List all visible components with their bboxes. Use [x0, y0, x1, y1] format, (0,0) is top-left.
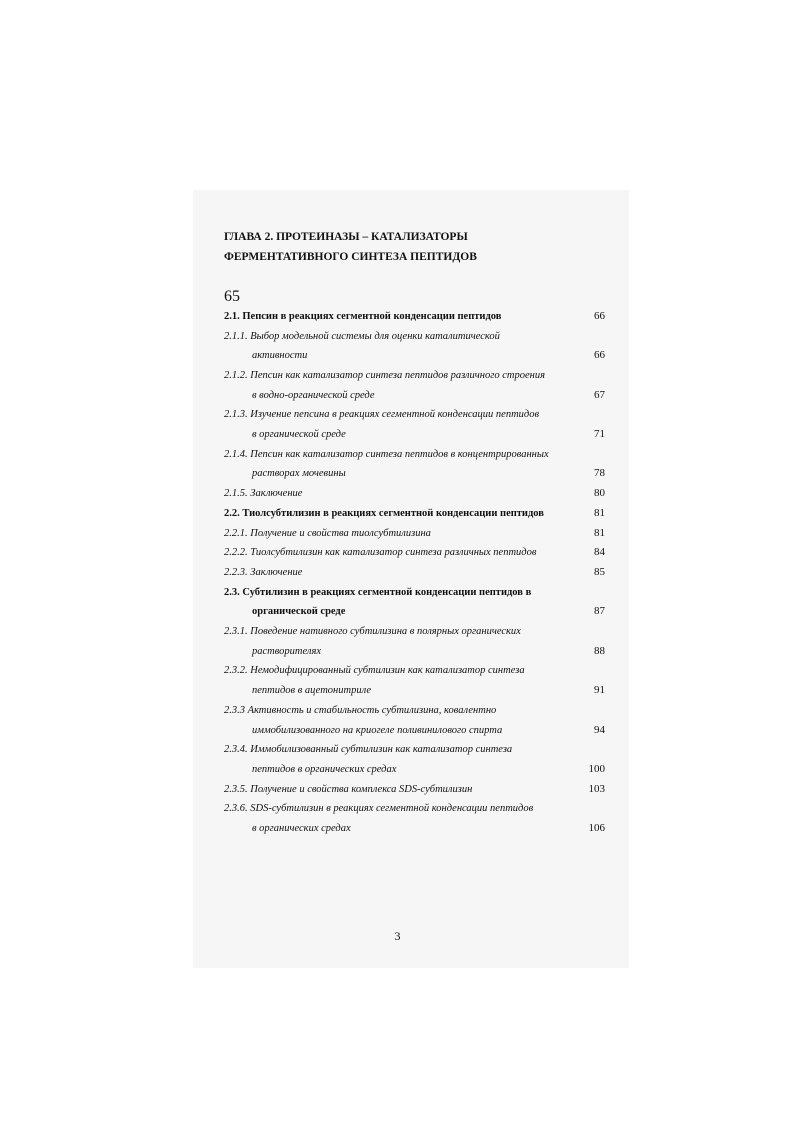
toc-subsection-entry: [224, 799, 609, 838]
entry-page-number: 66: [594, 349, 605, 362]
chapter-page: 65: [224, 288, 240, 306]
entry-page-number: 100: [588, 762, 605, 775]
entry-title-line1: 2.2.1. Получение и свойства тиолсубтилизина: [224, 527, 431, 539]
toc-subsection-entry: [224, 327, 609, 366]
entry-title-line2: иммобилизованного на криогеле поливинилового спирта: [252, 724, 503, 736]
toc-section-entry: [224, 583, 609, 622]
entry-title-line2: органической среде: [252, 606, 346, 618]
entry-title-line2: в органической среде: [252, 429, 346, 441]
toc-subsection-entry: [224, 405, 609, 444]
entry-title-line1: 2.3.1. Поведение нативного субтилизина в полярных органических: [224, 626, 521, 638]
entry-title-line2: пептидов в органических средах: [252, 763, 397, 775]
toc-section-entry: [224, 307, 609, 327]
entry-page-number: 66: [594, 309, 605, 322]
entry-title-line2: в водно-органической среде: [252, 389, 375, 401]
entry-title-line1: 2.1.4. Пепсин как катализатор синтеза пептидов в концентрированных: [224, 448, 549, 460]
entry-title-line1: 2.1.3. Изучение пепсина в реакциях сегментной конденсации пептидов: [224, 409, 540, 421]
chapter-heading: [224, 228, 609, 307]
entry-page-number: 91: [594, 684, 605, 697]
entry-title-line1: 2.3.3 Активность и стабильность субтилизина, ковалентно: [224, 704, 497, 716]
toc-entries: [224, 307, 609, 839]
table-of-contents: [224, 228, 609, 839]
toc-subsection-entry: [224, 563, 609, 583]
entry-page-number: 67: [594, 388, 605, 401]
toc-subsection-entry: [224, 445, 609, 484]
toc-subsection-entry: [224, 661, 609, 700]
entry-title-line1: 2.3.2. Немодифицированный субтилизин как катализатор синтеза: [224, 665, 525, 677]
entry-title-line2: активности: [252, 350, 308, 362]
entry-page-number: 103: [588, 782, 605, 795]
entry-title-line1: 2.1.5. Заключение: [224, 488, 303, 500]
entry-title-line2: пептидов в ацетонитриле: [252, 685, 372, 697]
entry-title-line1: 2.2.2. Тиолсубтилизин как катализатор синтеза различных пептидов: [224, 547, 537, 559]
entry-page-number: 78: [594, 467, 605, 480]
entry-page-number: 106: [588, 822, 605, 835]
entry-title-line1: 2.2. Тиолсубтилизин в реакциях сегментной конденсации пептидов: [224, 507, 544, 519]
toc-subsection-entry: [224, 543, 609, 563]
toc-subsection-entry: [224, 622, 609, 661]
entry-title-line1: 2.3. Субтилизин в реакциях сегментной конденсации пептидов в: [224, 586, 532, 598]
page-number: 3: [394, 929, 401, 943]
toc-subsection-entry: [224, 524, 609, 544]
entry-page-number: 81: [594, 506, 605, 519]
entry-title-line1: 2.1.2. Пепсин как катализатор синтеза пептидов различного строения: [224, 369, 545, 381]
entry-title-line1: 2.1.1. Выбор модельной системы для оценки каталитической: [224, 330, 500, 342]
entry-page-number: 84: [594, 546, 605, 559]
entry-title-line1: 2.1. Пепсин в реакциях сегментной конденсации пептидов: [224, 310, 502, 322]
entry-page-number: 80: [594, 487, 605, 500]
entry-title-line2: растворителях: [252, 645, 322, 657]
chapter-title-line1: ГЛАВА 2. ПРОТЕИНАЗЫ – КАТАЛИЗАТОРЫ: [224, 231, 468, 243]
toc-subsection-entry: [224, 484, 609, 504]
entry-title-line1: 2.3.5. Получение и свойства комплекса SDS-субтилизин: [224, 783, 473, 795]
chapter-title-line2: ФЕРМЕНТАТИВНОГО СИНТЕЗА ПЕПТИДОВ: [224, 250, 477, 263]
entry-title-line2: в органических средах: [252, 823, 351, 835]
entry-page-number: 88: [594, 644, 605, 657]
toc-subsection-entry: [224, 780, 609, 800]
entry-page-number: 94: [594, 723, 605, 736]
entry-title-line2: растворах мочевины: [252, 468, 346, 480]
entry-page-number: 81: [594, 526, 605, 539]
toc-section-entry: [224, 504, 609, 524]
toc-subsection-entry: [224, 701, 609, 740]
entry-page-number: 87: [594, 605, 605, 618]
toc-subsection-entry: [224, 366, 609, 405]
entry-page-number: 71: [594, 428, 605, 441]
entry-title-line1: 2.2.3. Заключение: [224, 566, 303, 578]
entry-page-number: 85: [594, 565, 605, 578]
toc-subsection-entry: [224, 740, 609, 779]
entry-title-line1: 2.3.6. SDS-субтилизин в реакциях сегментной конденсации пептидов: [224, 803, 534, 815]
entry-title-line1: 2.3.4. Иммобилизованный субтилизин как катализатор синтеза: [224, 744, 513, 756]
